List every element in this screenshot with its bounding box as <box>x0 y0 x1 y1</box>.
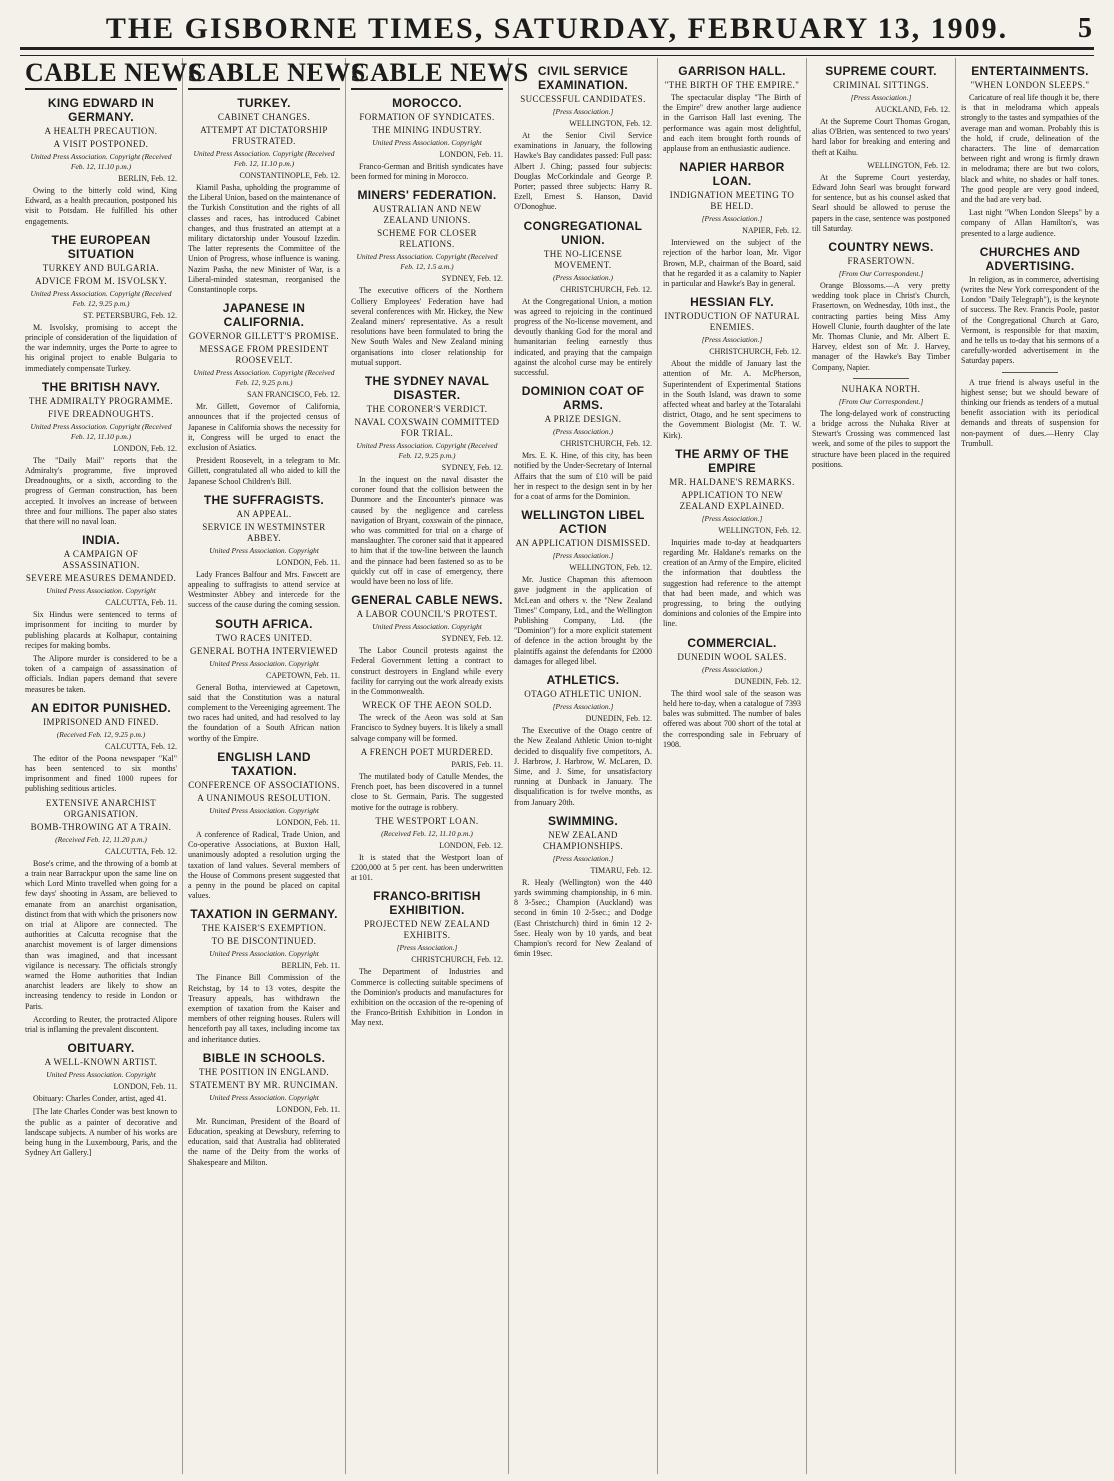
article-credit: (Received Feb. 12, 11.20 p.m.) <box>55 834 147 844</box>
article-headline: KING EDWARD IN GERMANY. <box>47 96 155 124</box>
article-credit: United Press Association. Copyright (Received Feb. 12, 1.5 a.m.) <box>356 252 498 272</box>
article-subhead: SUCCESSFUL CANDIDATES. <box>520 94 646 104</box>
article-subhead: INTRODUCTION OF NATURAL ENEMIES. <box>664 311 800 333</box>
article-subhead: A LABOR COUNCIL'S PROTEST. <box>356 609 498 620</box>
article-headline: THE BRITISH NAVY. <box>41 379 161 394</box>
article-body: The wreck of the Aeon was sold at San Francisco to Sydney buyers. It is likely a small salvage company will be formed. <box>351 713 503 743</box>
article-credit: United Press Association. Copyright (Received Feb. 12, 11.10 p.m.) <box>30 421 172 441</box>
article-headline: CIVIL SERVICE EXAMINATION. <box>537 64 629 92</box>
article-body: The mutilated body of Catulle Mendes, the French poet, has been discovered in a tunnel close to St. Germain, Paris. The suggested motive for the outrage is robbery. <box>351 771 503 812</box>
article-credit: United Press Association. Copyright <box>209 805 319 815</box>
article-credit: [Press Association.] <box>701 214 763 224</box>
article-dateline: WELLINGTON, Feb. 12. <box>569 563 652 573</box>
article-body: [The late Charles Conder was best known to the public as a painter of decorative and landscape subjects. A number of his works are being hung in the Luxembourg, Paris, and the Sydney Art Gallery.] <box>25 1107 177 1158</box>
article-subhead: OTAGO ATHLETIC UNION. <box>524 689 642 700</box>
article-body: Owing to the bitterly cold wind, King Edward, as a health precaution, postponed his visit to Potsdam. He fulfilled his other engagements. <box>25 186 177 226</box>
page-number: 5 <box>1078 13 1094 44</box>
article-subhead: DUNEDIN WOOL SALES. <box>677 651 787 662</box>
article-subhead: THE CORONER'S VERDICT. <box>366 404 488 415</box>
article-headline: COUNTRY NEWS. <box>828 240 934 255</box>
article-headline: AN EDITOR PUNISHED. <box>30 700 172 715</box>
article-subhead: CABINET CHANGES. <box>217 112 311 122</box>
section-heading: CABLE NEWS <box>188 58 340 90</box>
article-subhead: WRECK OF THE AEON SOLD. <box>362 700 492 711</box>
article-subhead: GOVERNOR GILLETT'S PROMISE. <box>188 331 340 342</box>
article-body: A true friend is always useful in the highest sense; but we should beware of thinking our friends as tenders of a mutual benefit association with its periodical demands and threats of suspension for non-payment of dues.—Henry Clay Trumbull. <box>961 377 1099 448</box>
article-headline: INDIA. <box>82 533 120 548</box>
article-body: Interviewed on the subject of the rejection of the harbor loan, Mr. Vigor Brown, M.P., chairman of the Board, said that he regarded it as a calamity to Napier in particular and Hawke's Bay in general. <box>663 238 801 289</box>
article-credit: United Press Association. Copyright <box>209 545 319 555</box>
article-dateline: CHRISTCHURCH, Feb. 12. <box>709 347 801 357</box>
section-heading: CABLE NEWS <box>25 58 177 90</box>
masthead <box>20 12 1094 46</box>
article-body: It is stated that the Westport loan of £200,000 at 5 per cent. has been underwritten at 101. <box>351 852 503 883</box>
column-1 <box>20 58 203 1474</box>
article-dateline: CHRISTCHURCH, Feb. 12. <box>411 955 503 965</box>
article-subhead: BOMB-THROWING AT A TRAIN. <box>30 821 172 832</box>
article-subhead: TO BE DISCONTINUED. <box>211 936 317 947</box>
article-credit: [Press Association.] <box>701 513 763 523</box>
article-body: At the Senior Civil Service examinations in January, the following Hawke's Bay candidates passed: Full pass: Albert J. Ching; passed four subjects: Douglas McCorkindale and George P. Porter; passed three subjects: Harry R. Ezell, Ernest S. Hanson, David O'Donoghue. <box>514 131 652 212</box>
article-subhead: THE ADMIRALTY PROGRAMME. <box>28 395 174 406</box>
article-headline: JAPANESE IN CALIFORNIA. <box>222 301 306 330</box>
column-5 <box>658 58 807 1474</box>
article-body: The editor of the Poona newspaper "Kal" has been sentenced to six months' imprisonment and fined 1000 rupees for publishing seditious articles. <box>25 753 177 794</box>
article-credit: [Press Association.] <box>552 107 614 116</box>
article-subhead: MR. HALDANE'S REMARKS. <box>669 476 795 487</box>
article-body: The Executive of the Otago centre of the New Zealand Athletic Union to-night decided to disqualify five competitors, A. J. Harbrow, J. Harbrow, W. McLaren, D. Sime, and J. Sime, for unsatisfactory running at Dunback in January. The disqualification is for twelve months, as from January 20th. <box>514 726 652 807</box>
article-subhead: PROJECTED NEW ZEALAND EXHIBITS. <box>364 919 490 941</box>
article-subhead: THE WESTPORT LOAN. <box>375 815 479 826</box>
article-credit: United Press Association. Copyright (Received Feb. 12, 11.10 p.m.) <box>193 149 335 168</box>
column-6 <box>807 58 956 1474</box>
article-body: Mr. Justice Chapman this afternoon gave judgment in the application of McLean and others v. the "New Zealand Times" Company, Ltd., and the Wellington Publishing Company, Ltd. (the "Dominion") for a more explicit statement of defence in the action brought by the plaintiffs against the defendants for £2000 damages for alleged libel. <box>514 575 652 666</box>
article-dateline: CHRISTCHURCH, Feb. 12. <box>560 284 652 294</box>
article-credit: [Press Association.] <box>396 943 458 953</box>
article-headline: BIBLE IN SCHOOLS. <box>202 1050 326 1065</box>
article-body: Franco-German and British syndicates have been formed for mining in Morocco. <box>351 162 503 182</box>
article-subhead: THE POSITION IN ENGLAND. <box>198 1066 330 1077</box>
article-body: Six Hindus were sentenced to terms of imprisonment for inciting to murder by publishing placards at Kolhapur, containing recipes for making bombs. <box>25 610 177 650</box>
article-dateline: WELLINGTON, Feb. 12. <box>718 525 801 535</box>
masthead-rule <box>20 47 1094 56</box>
article-body: At the Supreme Court yesterday, Edward John Searl was brought forward for sentence, but as his counsel asked that Searl should be allowed to peruse the papers in the case, sentence was postponed till Saturday. <box>812 172 950 233</box>
article-subhead: SEVERE MEASURES DEMANDED. <box>25 573 177 584</box>
article-body: About the middle of January last the attention of Mr. A. McPherson, Superintendent of Experimental Stations in the South Island, was drawn to some affected wheat and barley at the Totaralahi district, Otago, and he sent specimens to the Government Biologist (Mr. T. W. Kirk). <box>663 359 801 440</box>
article-headline: WELLINGTON LIBEL ACTION <box>521 508 645 537</box>
article-credit: United Press Association. Copyright <box>372 138 482 147</box>
article-dateline: ST. PETERSBURG, Feb. 12. <box>83 310 177 320</box>
article-dateline: NAPIER, Feb. 12. <box>742 226 801 236</box>
article-dateline: CONSTANTINOPLE, Feb. 12. <box>239 171 340 180</box>
article-subhead: "WHEN LONDON SLEEPS." <box>970 80 1090 90</box>
article-headline: THE SYDNEY NAVAL DISASTER. <box>364 374 490 403</box>
article-body: At the Congregational Union, a motion was agreed to rejoicing in the continued progress of the No-license movement, and devoutly thanking God for the moral and humanitarian feeling earnestly thus indicated, and praying that the campaign against the alcohol curse may be entirely successful. <box>514 296 652 378</box>
article-body: At the Supreme Court Thomas Grogan, alias O'Brien, was sentenced to two years' hard labor for breaking and entering and theft at Kaihu. <box>812 117 950 157</box>
article-credit: [From Our Correspondent.] <box>838 396 924 406</box>
article-subhead: EXTENSIVE ANARCHIST ORGANISATION. <box>45 797 157 819</box>
article-body: In the inquest on the naval disaster the coroner found that the collision between the Dunmore and the Encounter's pinnace was caused by the negligence and careless navigation of Bryant, coxswain of the pinnace, who was committed for trial on a charge of manslaughter. The coroner said that it appeared to him that if the tow-line between the launch and the pinnace had been fastened so as to be quickly cut off in case of emergency, there would have been no loss of life. <box>351 475 503 587</box>
article-credit: (Received Feb. 12, 11.10 p.m.) <box>381 828 473 838</box>
article-headline: ENTERTAINMENTS. <box>971 64 1089 78</box>
article-dateline: BERLIN, Feb. 11. <box>281 961 340 971</box>
article-body: The executive officers of the Northern Colliery Employees' Federation have had several conferences with Mr. Hickey, the New Zealand miners' representative. As a result resolutions have been formulated to bring the New South Wales and New Zealand mining organisations into closer relationship for mutual support. <box>351 286 503 367</box>
article-dateline: LONDON, Feb. 11. <box>276 557 340 567</box>
article-subhead: NAVAL COXSWAIN COMMITTED FOR TRIAL. <box>354 417 500 439</box>
article-dateline: WELLINGTON, Feb. 12. <box>867 160 950 170</box>
article-subhead: ATTEMPT AT DICTATORSHIP FRUSTRATED. <box>200 125 328 146</box>
masthead-title: THE GISBORNE TIMES, SATURDAY, FEBRUARY 13, 1909. <box>105 12 1009 45</box>
article-body: The Alipore murder is considered to be a token of a campaign of assassination of officials. Indian papers demand that severe measures be taken. <box>25 654 177 694</box>
article-credit: (Press Association.) <box>553 427 613 437</box>
article-dateline: CALCUTTA, Feb. 11. <box>105 598 177 608</box>
article-subhead: AUSTRALIAN AND NEW ZEALAND UNIONS. <box>372 204 482 226</box>
article-dateline: TIMARU, Feb. 12. <box>590 865 652 875</box>
column-4 <box>509 58 658 1474</box>
article-subhead: GENERAL BOTHA INTERVIEWED <box>190 645 338 656</box>
article-headline: CHURCHES AND ADVERTISING. <box>979 244 1081 273</box>
article-credit: United Press Association. Copyright (Received Feb. 12, 9.25 p.m.) <box>193 368 335 388</box>
article-subhead: THE KAISER'S EXEMPTION. <box>201 923 327 934</box>
article-body: Kiamil Pasha, upholding the programme of the Liberal Union, based on the maintenance of the Turkish Constitution and the rights of all classes and races, has introduced Cabinet changes, and thus frustrated an attempt at a military dictatorship under Yousouf Izzedin. The latter represents the Committee of the Union of Progress, whose influence is waning. Nazim Pasha, the new Minister of War, is a Liberal-minded statesman, reorganised the Constantinople corps. <box>188 183 340 295</box>
column-3 <box>346 58 529 1474</box>
article-headline: MINERS' FEDERATION. <box>357 188 497 203</box>
article-body: R. Healy (Wellington) won the 440 yards swimming championship, in 6 min. 8 3-5sec.; Champion (Auckland) was second in 6min 10 2-5sec.; and Dodge (East Christchurch) third in 6min 12 2-5sec. Healy won by 10 yards, and beat Champion's record for New Zealand of 6min 19sec. <box>514 877 652 959</box>
article-subhead: NEW ZEALAND CHAMPIONSHIPS. <box>542 829 624 851</box>
article-credit: (Press Association.) <box>702 664 762 674</box>
divider <box>1002 372 1057 373</box>
article-headline: THE EUROPEAN SITUATION <box>51 232 151 261</box>
article-body: Obituary: Charles Conder, artist, aged 41. <box>33 1094 167 1104</box>
article-body: The Department of Industries and Commerce is collecting suitable specimens of the Dominion's products and manufactures for exhibition on the occasion of the re-opening of the Franco-British Exhibition in London in May next. <box>351 967 503 1028</box>
article-subhead: FRASERTOWN. <box>847 256 915 267</box>
article-subhead: A FRENCH POET MURDERED. <box>360 746 494 757</box>
article-headline: ENGLISH LAND TAXATION. <box>217 749 311 778</box>
article-subhead: TWO RACES UNITED. <box>215 632 313 643</box>
article-dateline: CHRISTCHURCH, Feb. 12. <box>560 439 652 449</box>
article-dateline: LONDON, Feb. 12. <box>113 443 177 453</box>
article-credit: United Press Association. Copyright (Received Feb. 12, 9.25 p.m.) <box>356 441 498 461</box>
article-subhead: SERVICE IN WESTMINSTER ABBEY. <box>202 521 326 543</box>
article-subhead: A PRIZE DESIGN. <box>544 414 622 425</box>
article-body: President Roosevelt, in a telegram to Mr. Gillett, congratulated all who aided to kill the Japanese School Children's Bill. <box>188 456 340 486</box>
article-dateline: CAPETOWN, Feb. 11. <box>266 670 340 680</box>
article-subhead: FIVE DREADNOUGHTS. <box>48 408 154 419</box>
article-credit: United Press Association. Copyright <box>46 1070 156 1080</box>
article-credit: [From Our Correspondent.] <box>838 269 924 279</box>
article-credit: (Press Association.) <box>553 272 613 282</box>
article-credit: [Press Association.] <box>701 335 763 345</box>
article-credit: [Press Association.] <box>552 853 614 863</box>
article-subhead: A WELL-KNOWN ARTIST. <box>44 1057 158 1068</box>
article-subhead: A UNANIMOUS RESOLUTION. <box>197 792 331 803</box>
article-subhead: NUHAKA NORTH. <box>841 383 921 394</box>
article-subhead: A VISIT POSTPONED. <box>53 139 149 149</box>
article-body: Mr. Runciman, President of the Board of Education, speaking at Dewsbury, referring to education, said that Australia had obliterated the name of the Deity from the works of Shakespeare and Milton. <box>188 1116 340 1167</box>
article-dateline: PARIS, Feb. 11. <box>451 759 503 769</box>
article-subhead: THE MINING INDUSTRY. <box>372 125 482 135</box>
article-headline: TAXATION IN GERMANY. <box>190 907 338 922</box>
article-subhead: A HEALTH PRECAUTION. <box>44 126 158 136</box>
article-subhead: ADVICE FROM M. ISVOLSKY. <box>35 275 167 286</box>
article-body: The spectacular display "The Birth of the Empire" drew another large audience in the Garrison Hall last evening. The performance was again most delightful, and each item brought forth rounds of applause from an enthusiastic audience. <box>663 93 801 154</box>
article-credit: United Press Association. Copyright <box>372 622 482 632</box>
article-dateline: LONDON, Feb. 11. <box>439 150 503 159</box>
article-credit: United Press Association. Copyright (Received Feb. 12, 9.25 p.m.) <box>30 288 172 308</box>
article-subhead: STATEMENT BY MR. RUNCIMAN. <box>189 1079 339 1090</box>
article-dateline: SYDNEY, Feb. 12. <box>441 274 503 284</box>
column-7 <box>956 58 1104 1474</box>
article-credit: (Received Feb. 12, 9.25 p.m.) <box>56 729 146 739</box>
article-headline: NAPIER HARBOR LOAN. <box>679 160 785 189</box>
article-body: Caricature of real life though it be, there is that in melodrama which appeals strongly to the tastes and sympathies of the average man and woman. Probably this is the hold, if crude, delineation of the characters. The line of demarcation between right and wrong is firmly drawn in melodrama; there are but two colors, black and white, no shades or half tones. The good people are very good indeed, and the bad are very bad. <box>961 93 1099 205</box>
article-subhead: FORMATION OF SYNDICATES. <box>359 112 495 122</box>
article-headline: TURKEY. <box>237 96 291 110</box>
article-subhead: INDIGNATION MEETING TO BE HELD. <box>669 190 795 212</box>
article-credit: United Press Association. Copyright <box>46 586 156 596</box>
article-dateline: LONDON, Feb. 11. <box>276 1104 340 1114</box>
article-subhead: CRIMINAL SITTINGS. <box>833 80 929 90</box>
article-credit: United Press Association. Copyright <box>209 1092 319 1102</box>
article-dateline: SYDNEY, Feb. 12. <box>441 634 503 644</box>
article-body: The "Daily Mail" reports that the Admiralty's programme, five improved Dreadnoughts, or a sixth, according to the progress of German construction, has been accepted. It involves an increase of between three and four millions. The paper also states that there will no naval loan. <box>25 455 177 527</box>
article-subhead: AN APPLICATION DISMISSED. <box>515 538 651 549</box>
article-body: According to Reuter, the protracted Alipore trial is inflaming the prevalent discontent. <box>25 1014 177 1034</box>
article-headline: ATHLETICS. <box>546 673 620 688</box>
section-heading: CABLE NEWS <box>351 58 503 90</box>
article-body: M. Isvolsky, promising to accept the principle of consideration of the liquidation of the war indemnity, urges the Porte to agree to his original project to enable Bulgaria to immediately compensate Turkey. <box>25 322 177 373</box>
article-headline: SWIMMING. <box>547 813 619 828</box>
article-body: Lady Frances Balfour and Mrs. Fawcett are appealing to suffragists to attend service at Westminster Abbey and intercede for the success of the cause during the coming session. <box>188 569 340 610</box>
article-credit: United Press Association. Copyright <box>209 658 319 668</box>
article-body: Mr. Gillett, Governor of California, announces that if the projected census of Japanese in California shows the necessity for it, Congress will be urged to enact the exclusion of Asiatics. <box>188 402 340 453</box>
article-credit: United Press Association. Copyright (Received Feb. 12, 11.10 p.m.) <box>30 152 172 171</box>
article-body: Last night "When London Sleeps" by a company of Allan Hamilton's, was presented to a large audience. <box>961 208 1099 238</box>
article-credit: [Press Association.] <box>850 93 912 102</box>
divider <box>853 378 908 379</box>
article-dateline: LONDON, Feb. 11. <box>276 817 340 827</box>
article-credit: [Press Association.] <box>552 551 614 561</box>
article-headline: GARRISON HALL. <box>678 64 786 78</box>
article-headline: MOROCCO. <box>392 96 462 110</box>
article-body: The Labor Council protests against the Federal Government letting a contract to construct destroyers in England while every facility for carrying out the work already exists in the Commonwealth. <box>351 646 503 697</box>
article-subhead: TURKEY AND BULGARIA. <box>42 262 160 273</box>
article-credit: [Press Association.] <box>552 702 614 712</box>
article-headline: THE ARMY OF THE EMPIRE <box>675 446 789 475</box>
article-headline: SUPREME COURT. <box>825 64 937 78</box>
article-headline: DOMINION COAT OF ARMS. <box>521 384 645 413</box>
article-subhead: A CAMPAIGN OF ASSASSINATION. <box>62 549 140 571</box>
article-dateline: CALCUTTA, Feb. 12. <box>104 846 177 856</box>
article-headline: COMMERCIAL. <box>687 635 777 650</box>
article-headline: GENERAL CABLE NEWS. <box>351 593 503 608</box>
columns <box>20 58 1104 1474</box>
article-subhead: CONFERENCE OF ASSOCIATIONS. <box>188 779 340 790</box>
article-dateline: BERLIN, Feb. 12. <box>118 174 177 183</box>
article-dateline: DUNEDIN, Feb. 12. <box>734 676 801 686</box>
article-credit: United Press Association. Copyright <box>209 949 319 959</box>
article-subhead: AN APPEAL. <box>236 508 292 519</box>
article-body: In religion, as in commerce, advertising (writes the New York correspondent of the London "Daily Telegraph"), is the keynote of success. The Rev. Francis Poole, pastor of the Congregational Church at Garo, Vermont, is responsible for that maxim, and he tells us to-day that his sermons of a carefully-worded advertisement in the Saturday papers. <box>961 274 1099 366</box>
article-body: Inquiries made to-day at headquarters regarding Mr. Haldane's remarks on the creation of an Army of the Empire, elicited the information that doubtless the suggestion had reference to the attempt that had been made, and which was progressing, to bring the outlying dominions and colonies of the Empire into line. <box>663 537 801 629</box>
article-body: A conference of Radical, Trade Union, and Co-operative Associations, at Buxton Hall, unanimously adopted a resolution urging the taxation of land values. Several members of the House of Commons present suggested that a penny in the pound be placed on capital values. <box>188 829 340 901</box>
article-body: General Botha, interviewed at Capetown, said that the Constitution was a natural complement to the Vereeniging agreement. The two races had united, and had resolved to lay the foundation of a South African nation worthy of the Empire. <box>188 682 340 743</box>
article-dateline: CALCUTTA, Feb. 12. <box>104 741 177 751</box>
article-headline: CONGREGATIONAL UNION. <box>523 218 643 247</box>
column-2 <box>183 58 366 1474</box>
article-subhead: MESSAGE FROM PRESIDENT ROOSEVELT. <box>199 344 329 366</box>
article-dateline: SYDNEY, Feb. 12. <box>441 463 503 473</box>
article-subhead: SCHEME FOR CLOSER RELATIONS. <box>377 228 477 250</box>
article-headline: HESSIAN FLY. <box>690 295 774 310</box>
article-body: The long-delayed work of constructing a bridge across the Nuhaka River at Stewart's Crossing was commenced last week, and some of the piles to support the structure have been placed in the required positions. <box>812 408 950 469</box>
article-body: The Finance Bill Commission of the Reichstag, by 14 to 13 votes, despite the Treasury appeals, has withdrawn the exemption of taxation from the Kaiser and members of other reigning houses. Rulers will henceforth pay all taxes, including income tax and inheritance duties. <box>188 973 340 1044</box>
article-subhead: APPLICATION TO NEW ZEALAND EXPLAINED. <box>679 489 785 511</box>
article-body: Orange Blossoms.—A very pretty wedding took place in Christ's Church, Frasertown, on Wednesday, 10th inst., the contracting parties being Miss Amy Howell Clunie, fourth daughter of the late Mr. Thomas Clunie, and Mr. Albert E. Harvey, eldest son of Mr. J. Harvey, manager of the Hawke's Bay Timber Company, Napier. <box>812 281 950 372</box>
article-headline: THE SUFFRAGISTS. <box>203 492 325 507</box>
article-body: The third wool sale of the season was held here to-day, when a catalogue of 7393 bales was submitted. The number of bales offered was about 700 short of the total at the corresponding sale in February of 1908. <box>663 688 801 749</box>
article-body: Mrs. E. K. Hine, of this city, has been notified by the Under-Secretary of Internal Affairs that the sum of £10 will be paid her in respect to the design sent in by her for a coat of arms for the Dominion. <box>514 451 652 502</box>
article-dateline: WELLINGTON, Feb. 12. <box>569 119 652 128</box>
article-subhead: "THE BIRTH OF THE EMPIRE." <box>664 80 800 90</box>
article-headline: SOUTH AFRICA. <box>215 616 313 631</box>
article-dateline: LONDON, Feb. 11. <box>113 1082 177 1092</box>
article-headline: FRANCO-BRITISH EXHIBITION. <box>373 889 481 918</box>
article-dateline: AUCKLAND, Feb. 12. <box>875 105 950 114</box>
article-dateline: DUNEDIN, Feb. 12. <box>585 714 652 724</box>
article-dateline: SAN FRANCISCO, Feb. 12. <box>247 390 340 400</box>
article-subhead: IMPRISONED AND FINED. <box>43 716 159 727</box>
article-body: Bose's crime, and the throwing of a bomb at a train near Barrackpur upon the same line on which Lord Minto travelled when going for a few days' shooting in Assam, are believed to emanate from an anarchist organisation, distinct from that with which the prisoners now on trial at Alipore are connected. The authorities at Calcutta recognise that the anarchist movement is of larger dimensions than was imagined, and that incessant vigilance is necessary. The officials strongly warned the Home authorities that Indian anarchist leaders are likely to show an increasing tendency to reside in London or Paris. <box>25 858 177 1011</box>
article-headline: OBITUARY. <box>67 1041 135 1056</box>
article-dateline: LONDON, Feb. 12. <box>439 840 503 850</box>
article-subhead: THE NO-LICENSE MOVEMENT. <box>543 248 623 270</box>
